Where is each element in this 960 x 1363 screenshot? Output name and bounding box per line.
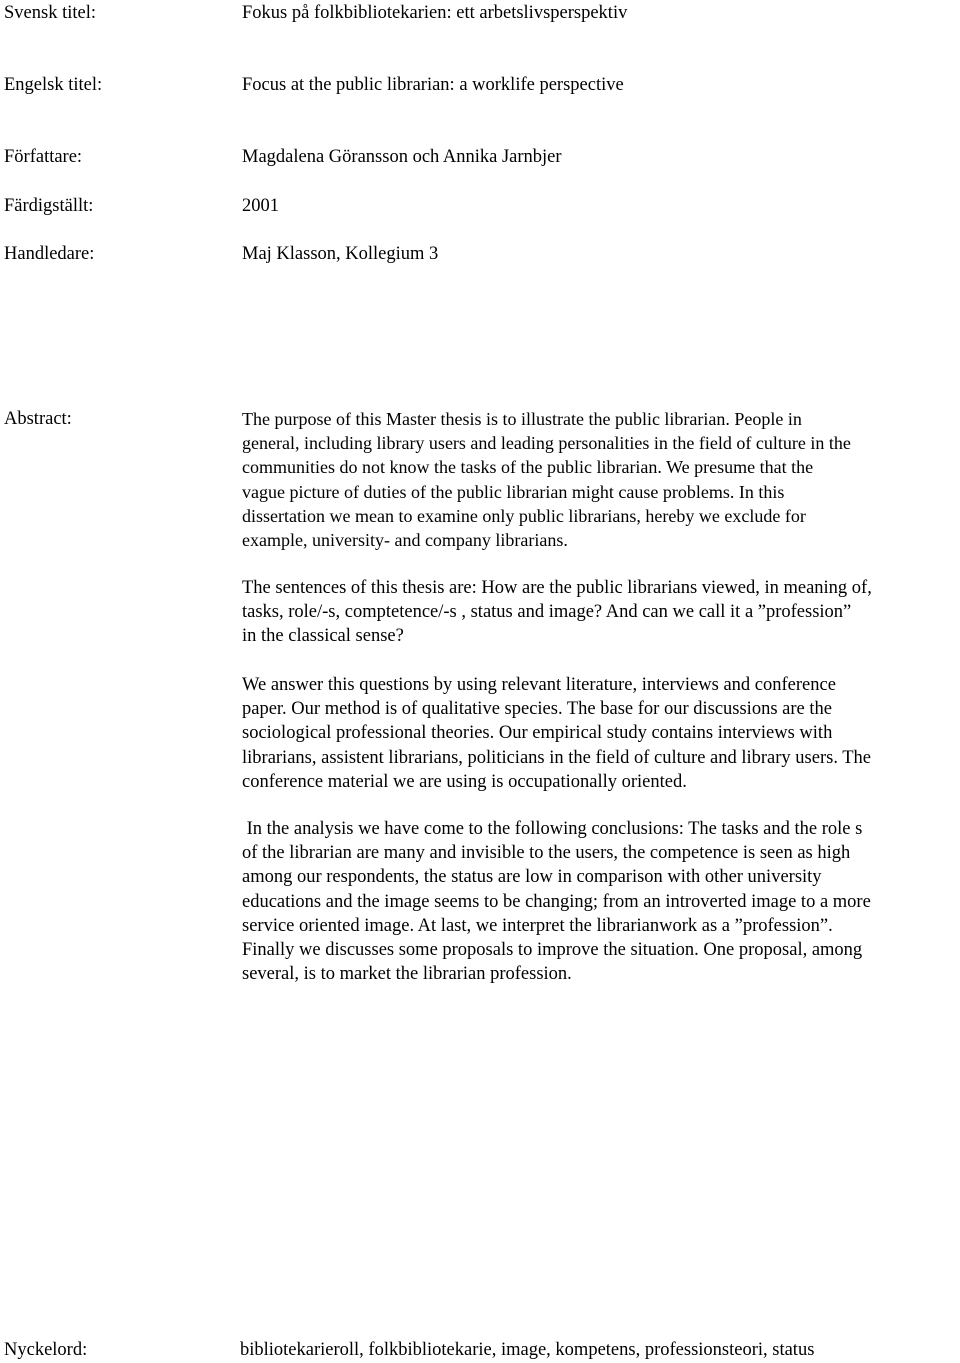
abstract-p2-line: tasks, role/-s, comptetence/-s , status and image? And can we call it a ”profession”	[242, 602, 852, 623]
nyckelord-label: Nyckelord:	[4, 1340, 88, 1360]
abstract-p4-line: of the librarian are many and invisible to the users, the competence is seen as high	[242, 843, 851, 864]
handledare-label: Handledare:	[4, 244, 95, 264]
abstract-paragraph-3	[242, 673, 958, 794]
fardigstallt-label: Färdigställt:	[4, 196, 94, 216]
abstract-p4-line: Finally we discusses some proposals to improve the situation. One proposal, among	[242, 940, 863, 961]
forfattare-label: Författare:	[4, 147, 83, 167]
abstract-p1-line: general, including library users and leading personalities in the field of culture in the	[242, 433, 851, 454]
abstract-p1-line: example, university- and company librarians.	[242, 530, 568, 551]
abstract-p4-line: several, is to market the librarian profession.	[242, 964, 572, 985]
abstract-p4-line: service oriented image. At last, we interpret the librarianwork as a ”profession”.	[242, 915, 833, 936]
forfattare-value: Magdalena Göransson och Annika Jarnbjer	[242, 147, 562, 167]
abstract-p1-line: vague picture of duties of the public librarian might cause problems. In this	[242, 481, 785, 502]
handledare-value: Maj Klasson, Kollegium 3	[242, 244, 439, 264]
abstract-p3-line: conference material we are using is occupationally oriented.	[242, 771, 687, 792]
abstract-p4-line: In the analysis we have come to the following conclusions: The tasks and the role s	[242, 819, 863, 839]
abstract-p2-line: The sentences of this thesis are: How are the public librarians viewed, in meaning of,	[242, 578, 872, 598]
abstract-paragraph-1	[242, 407, 958, 552]
engelsk-titel-value: Focus at the public librarian: a worklife perspective	[242, 75, 624, 95]
abstract-p3-line: paper. Our method is of qualitative species. The base for our discussions are the	[242, 699, 832, 720]
abstract-p1-line: communities do not know the tasks of the public librarian. We presume that the	[242, 457, 814, 478]
fardigstallt-value: 2001	[242, 196, 279, 216]
abstract-paragraph-4	[242, 817, 958, 986]
engelsk-titel-label: Engelsk titel:	[4, 75, 103, 95]
svensk-titel-value: Fokus på folkbibliotekarien: ett arbetslivsperspektiv	[242, 3, 628, 23]
abstract-p1-line: The purpose of this Master thesis is to illustrate the public librarian. People in	[242, 409, 802, 429]
abstract-paragraph-2	[242, 576, 958, 649]
abstract-p2-line: in the classical sense?	[242, 626, 404, 647]
abstract-p4-line: educations and the image seems to be changing; from an introverted image to a more	[242, 891, 871, 912]
abstract-p1-line: dissertation we mean to examine only public librarians, hereby we exclude for	[242, 505, 806, 526]
abstract-p3-line: We answer this questions by using relevant literature, interviews and conference	[242, 675, 836, 695]
nyckelord-value: bibliotekarieroll, folkbibliotekarie, image, kompetens, professionsteori, status	[240, 1340, 815, 1360]
abstract-p3-line: librarians, assistent librarians, politicians in the field of culture and library users. The	[242, 747, 871, 768]
abstract-label: Abstract:	[4, 409, 72, 429]
abstract-p3-line: sociological professional theories. Our empirical study contains interviews with	[242, 723, 833, 744]
svensk-titel-label: Svensk titel:	[4, 3, 96, 23]
abstract-p4-line: among our respondents, the status are low in comparison with other university	[242, 867, 822, 888]
